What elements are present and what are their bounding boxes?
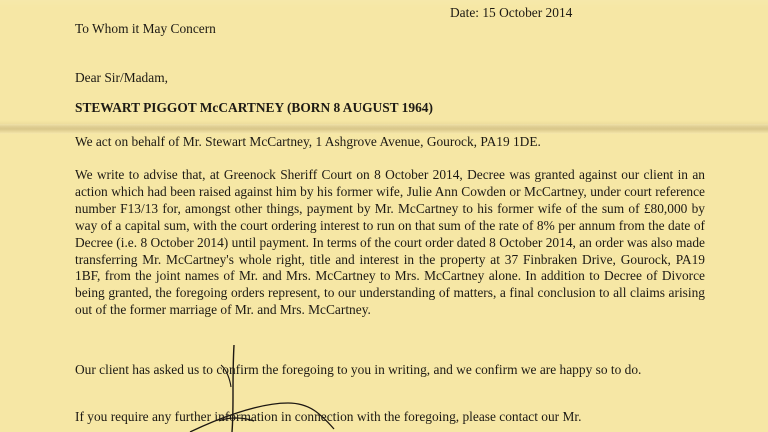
salutation: Dear Sir/Madam, [75,70,168,85]
paragraph-contact: If you require any further information in connection with the foregoing, please contact our Mr. [75,409,582,424]
paragraph-court-decree: We write to advise that, at Greenock Sheriff Court on 8 October 2014, Decree was granted against our client in an action which had been raised against him by his former wife, Julie Ann Cowden or McCartney, under court reference number F13/13 for, amongst other things, payment by Mr. McCartney to his former wife of the sum of £80,000 by way of a capital sum, with the court ordering interest to run on that sum of the rate of 8% per annum from the date of Decree (i.e. 8 October 2014) until payment. In terms of the court order dated 8 October 2014, an order was also made transferring Mr. McCartney's whole right, title and interest in the property at 37 Finbraken Drive, Gourock, PA19 1BF, from the joint names of Mr. and Mrs. McCartney to Mrs. McCartney alone. In addition to Decree of Divorce being granted, the foregoing orders represent, to our understanding of matters, a final conclusion to all claims arising out of the former marriage of Mr. and Mrs. McCartney. [75,167,705,318]
letter-date: Date: 15 October 2014 [450,5,573,20]
recipient-line: To Whom it May Concern [75,21,216,36]
paragraph-representation: We act on behalf of Mr. Stewart McCartney, 1 Ashgrove Avenue, Gourock, PA19 1DE. [75,134,541,149]
letter-subject: STEWART PIGGOT McCARTNEY (BORN 8 AUGUST 1964) [75,100,433,115]
paragraph-confirmation: Our client has asked us to confirm the foregoing to you in writing, and we confirm we are happy so to do. [75,362,642,377]
